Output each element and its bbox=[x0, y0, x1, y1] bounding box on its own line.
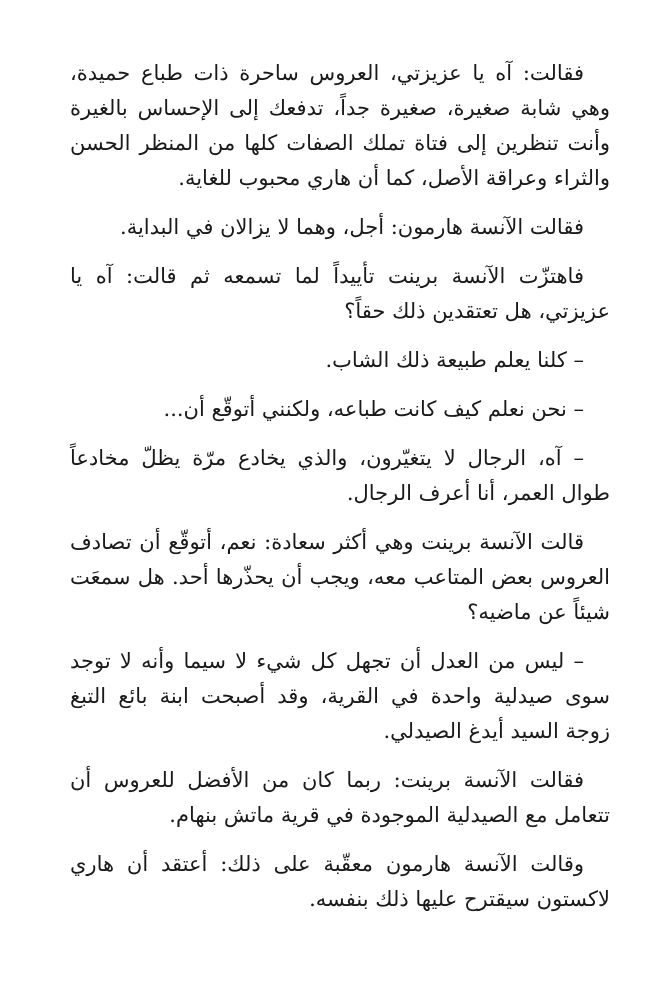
paragraph-10: وقالت الآنسة هارمون معقّبة على ذلك: أعتقد أن هاري لاكستون سيقترح عليها ذلك بنفسه. bbox=[70, 852, 610, 911]
paragraph-5: – نحن نعلم كيف كانت طباعه، ولكنني أتوقّع أن... bbox=[163, 397, 584, 421]
page-text bbox=[70, 56, 610, 917]
paragraph-7: قالت الآنسة برينت وهي أكثر سعادة: نعم، أتوقّع أن تصادف العروس بعض المتاعب معه، ويجب أن يحذّرها أحد. هل سمعَت شيئاً عن ماضيه؟ bbox=[70, 530, 610, 624]
paragraph-8: – ليس من العدل أن تجهل كل شيء لا سيما وأنه لا توجد سوى صيدلية واحدة في القرية، وقد أصبحت ابنة بائع التبغ زوجة السيد أيدغ الصيدلي. bbox=[70, 649, 610, 743]
paragraph-9: فقالت الآنسة برينت: ربما كان من الأفضل للعروس أن تتعامل مع الصيدلية الموجودة في قرية ماتش بنهام. bbox=[70, 768, 610, 827]
paragraph-2: فقالت الآنسة هارمون: أجل، وهما لا يزالان في البداية. bbox=[120, 215, 584, 239]
paragraph-4: – كلنا يعلم طبيعة ذلك الشاب. bbox=[325, 348, 584, 372]
paragraph-1: فقالت: آه يا عزيزتي، العروس ساحرة ذات طباع حميدة، وهي شابة صغيرة، صغيرة جداً، تدفعك إلى الإحساس بالغيرة وأنت تنظرين إلى فتاة تملك الصفات كلها من المنظر الحسن والثراء وعراقة الأصل، كما أن هاري محبوب للغاية. bbox=[70, 61, 610, 190]
paragraph-6: – آه، الرجال لا يتغيّرون، والذي يخادع مرّة يظلّ مخادعاً طوال العمر، أنا أعرف الرجال. bbox=[70, 446, 610, 505]
paragraph-3: فاهتزّت الآنسة برينت تأييداً لما تسمعه ثم قالت: آه يا عزيزتي، هل تعتقدين ذلك حقاً؟ bbox=[70, 264, 610, 323]
